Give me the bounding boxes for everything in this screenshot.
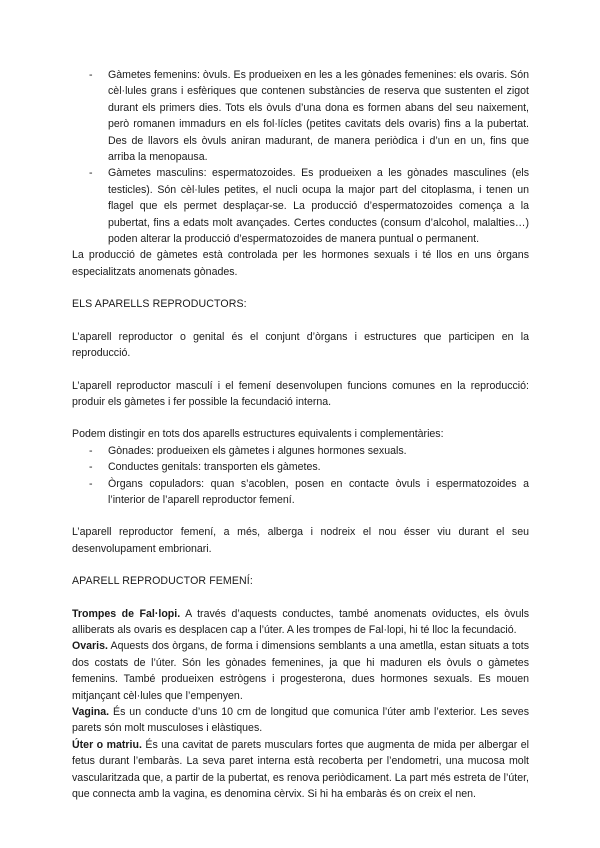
list-item-text: Conductes genitals: transporten els gàmetes. [108,461,321,474]
organ-text: És una cavitat de parets musculars fortes que augmenta de mida per albergar el fetus durant l’embaràs. La seva paret interna està recoberta per l’endometri, una mucosa molt vascularitzada que, a partir de la pubertat, es renova periòdicament. La part més estreta de l’úter, que connecta amb la vagina, es denomina cèrvix. Si hi ha embaràs és on creix el nen. [72,738,529,801]
section-heading-reproductors: ELS APARELLS REPRODUCTORS: [72,298,247,311]
list-item [89,476,529,509]
list-item [89,459,529,475]
female-extra-paragraph: L’aparell reproductor femení, a més, alberga i nodreix el nou ésser viu durant el seu desenvolupament embrionari. [72,526,529,555]
bullet-dash: - [89,461,93,474]
organ-term: Vagina. [72,706,110,718]
gametes-control-paragraph: La producció de gàmetes està controlada per les hormones sexuals i té llos en uns òrgans especialitzats anomenats gònades. [72,249,529,278]
list-item [89,165,529,247]
list-item [89,443,529,459]
bullet-dash: - [89,69,93,81]
organ-term: Úter o matriu. [72,738,142,751]
bullet-dash: - [89,444,93,457]
organ-term: Ovaris. [72,640,108,653]
document-page [72,67,529,802]
organ-paragraph [72,737,529,803]
list-item-text: Es produeixen en les a les gònades femenines: els ovaris. Són cèl·lules grans i esfèriques que contenen substàncies de reserva que sustenten el zigot durant els primers dies. Tots els òvuls d’una dona es formen abans del seu naixement, però romanen immadurs en els fol·lícles (petites cavitats dels ovaris) fins a la pubertat. Des de llavors els òvuls aniran madurant, de manera periòdica i d’un en un, fins que arriba la menopausa. [108,69,529,164]
list-item-text: Es produeixen a les gònades masculines (els testicles). Són cèl·lules petites, el nucli ocupa la major part del citoplasma, i tenen un flagel que els permet desplaçar-se. La producció d’espermatozoides comença a la pubertat, fins a edats molt avançades. Certes conductes (consum d’alcohol, malalties…) poden alterar la producció d’espermatozoides de manera puntual o permanent. [108,167,529,246]
list-item-text: Òrgans copuladors: quan s’acoblen, posen en contacte òvuls i espermatozoides a l’interior de l’aparell reproductor femení. [108,477,529,506]
organ-text: És un conducte d’uns 10 cm de longitud que comunica l’úter amb l’exterior. Les seves parets són molt musculoses i elàstiques. [72,706,529,735]
organ-paragraph [72,638,529,704]
structures-list [72,443,529,509]
structures-intro-paragraph: Podem distingir en tots dos aparells estructures equivalents i complementàries: [72,428,444,441]
bullet-dash: - [89,167,93,180]
list-item-text: Gònades: produeixen els gàmetes i algunes hormones sexuals. [108,444,407,457]
organ-paragraph [72,606,529,639]
organ-text: A través d’aquests conductes, també anomenats oviductes, els òvuls alliberats als ovaris es desplacen cap a l’úter. A les trompes de Fal·lopi, hi té lloc la fecundació. [72,607,529,636]
bullet-dash: - [89,477,93,490]
list-item-label: Gàmetes femenins: òvuls. [108,69,231,81]
organ-term: Trompes de Fal·lopi. [72,607,181,620]
list-item-label: Gàmetes masculins: espermatozoides. [108,167,296,180]
organ-text: Aquests dos òrgans, de forma i dimensions semblants a una ametlla, estan situats a tots dos costats de l’úter. Són les gònades femenines, ja que hi maduren els òvuls o gàmetes femenins. També produeixen estrògens i progesterona, dues hormones sexuals. Es mouen mitjançant cèl·lules que l’empenyen. [72,640,529,702]
gametes-list [72,67,529,247]
list-item [89,67,529,165]
organ-paragraph [72,704,529,737]
section-heading-femeni: APARELL REPRODUCTOR FEMENÍ: [72,575,253,588]
definition-paragraph: L’aparell reproductor o genital és el conjunt d’òrgans i estructures que participen en la reproducció. [72,330,529,360]
functions-paragraph: L’aparell reproductor masculí i el femení desenvolupen funcions comunes en la reproducció: produir els gàmetes i fer possible la fecundació interna. [72,379,529,408]
